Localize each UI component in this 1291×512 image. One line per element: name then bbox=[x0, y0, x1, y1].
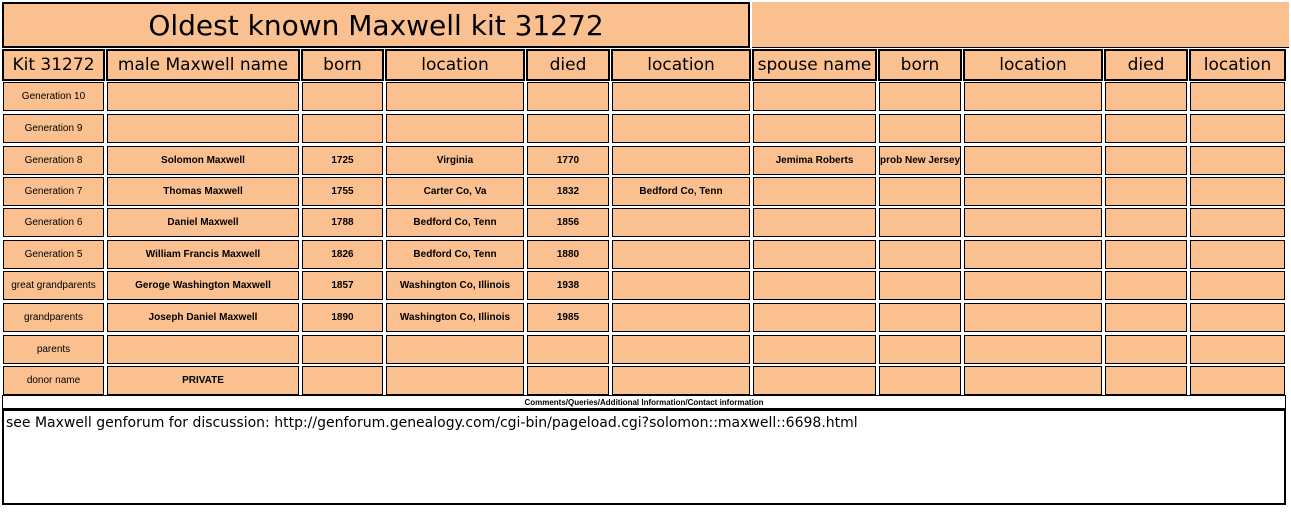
table-cell-spouse-death-location-col[interactable] bbox=[1190, 271, 1285, 300]
table-cell-death-location-col[interactable] bbox=[612, 114, 750, 143]
table-cell-died-col[interactable] bbox=[527, 114, 609, 143]
table-cell-died-col[interactable]: 1938 bbox=[527, 271, 609, 300]
table-cell-spouse-death-location-col[interactable] bbox=[1190, 208, 1285, 237]
comments-label[interactable]: Comments/Queries/Additional Information/Contact information bbox=[2, 395, 1286, 409]
header-spouse-died-col[interactable]: died bbox=[1104, 49, 1188, 81]
table-cell-death-location-col[interactable] bbox=[612, 240, 750, 269]
table-cell-born-col[interactable] bbox=[302, 335, 383, 364]
header-died-col[interactable]: died bbox=[526, 49, 610, 81]
table-cell-name-col[interactable]: Solomon Maxwell bbox=[107, 146, 299, 175]
table-cell-death-location-col[interactable] bbox=[612, 303, 750, 332]
table-cell-born-col[interactable]: 1755 bbox=[302, 177, 383, 206]
table-cell-spouse-location-col[interactable] bbox=[964, 146, 1102, 175]
table-cell-death-location-col[interactable] bbox=[612, 82, 750, 111]
table-cell-spouse-death-location-col[interactable] bbox=[1190, 240, 1285, 269]
table-cell-name-col[interactable]: Daniel Maxwell bbox=[107, 208, 299, 237]
row-label-cell[interactable]: Generation 7 bbox=[3, 177, 104, 206]
header-name-col[interactable]: male Maxwell name bbox=[106, 49, 300, 81]
table-cell-location-col[interactable]: Bedford Co, Tenn bbox=[386, 240, 524, 269]
table-cell-spouse-died-col[interactable] bbox=[1105, 303, 1187, 332]
table-cell-spouse-location-col[interactable] bbox=[964, 177, 1102, 206]
table-cell-died-col[interactable]: 1832 bbox=[527, 177, 609, 206]
table-cell-spouse-death-location-col[interactable] bbox=[1190, 146, 1285, 175]
table-cell-location-col[interactable]: Washington Co, Illinois bbox=[386, 303, 524, 332]
header-spouse-location-col[interactable]: location bbox=[963, 49, 1103, 81]
table-cell-died-col[interactable] bbox=[527, 366, 609, 395]
table-cell-name-col[interactable] bbox=[107, 82, 299, 111]
table-cell-spouse-born-col[interactable] bbox=[879, 366, 961, 395]
table-cell-location-col[interactable]: Carter Co, Va bbox=[386, 177, 524, 206]
table-cell-spouse-died-col[interactable] bbox=[1105, 82, 1187, 111]
row-label-cell[interactable]: Generation 9 bbox=[3, 114, 104, 143]
table-cell-location-col[interactable] bbox=[386, 82, 524, 111]
table-cell-spouse-name-col[interactable] bbox=[753, 271, 876, 300]
table-cell-died-col[interactable] bbox=[527, 82, 609, 111]
header-kit-col[interactable]: Kit 31272 bbox=[2, 49, 105, 81]
table-cell-location-col[interactable] bbox=[386, 366, 524, 395]
table-cell-died-col[interactable]: 1880 bbox=[527, 240, 609, 269]
row-label-cell[interactable]: great grandparents bbox=[3, 271, 104, 300]
table-cell-name-col[interactable] bbox=[107, 335, 299, 364]
table-cell-spouse-name-col[interactable] bbox=[753, 177, 876, 206]
table-cell-death-location-col[interactable] bbox=[612, 335, 750, 364]
table-cell-death-location-col[interactable] bbox=[612, 366, 750, 395]
table-cell-spouse-name-col[interactable] bbox=[753, 335, 876, 364]
table-cell-death-location-col[interactable] bbox=[612, 208, 750, 237]
header-spouse-death-location-col[interactable]: location bbox=[1189, 49, 1286, 81]
table-row bbox=[0, 207, 1291, 238]
table-cell-born-col[interactable]: 1788 bbox=[302, 208, 383, 237]
table-cell-born-col[interactable]: 1890 bbox=[302, 303, 383, 332]
table-cell-location-col[interactable]: Virginia bbox=[386, 146, 524, 175]
table-cell-spouse-location-col[interactable] bbox=[964, 82, 1102, 111]
table-cell-born-col[interactable] bbox=[302, 82, 383, 111]
table-cell-spouse-death-location-col[interactable] bbox=[1190, 114, 1285, 143]
table-row bbox=[0, 302, 1291, 333]
table-cell-spouse-death-location-col[interactable] bbox=[1190, 82, 1285, 111]
table-cell-spouse-born-col[interactable] bbox=[879, 82, 961, 111]
comments-box[interactable]: see Maxwell genforum for discussion: http://genforum.genealogy.com/cgi-bin/pageload.cgi?solomon::maxwell::6698.html bbox=[2, 409, 1286, 505]
table-cell-spouse-died-col[interactable] bbox=[1105, 208, 1187, 237]
row-label-cell[interactable]: grandparents bbox=[3, 303, 104, 332]
table-row bbox=[0, 270, 1291, 301]
table-cell-spouse-death-location-col[interactable] bbox=[1190, 303, 1285, 332]
table-cell-spouse-died-col[interactable] bbox=[1105, 271, 1187, 300]
table-cell-spouse-location-col[interactable] bbox=[964, 366, 1102, 395]
table-cell-born-col[interactable]: 1826 bbox=[302, 240, 383, 269]
table-row bbox=[0, 176, 1291, 207]
table-cell-spouse-born-col[interactable] bbox=[879, 240, 961, 269]
table-cell-spouse-location-col[interactable] bbox=[964, 114, 1102, 143]
table-cell-died-col[interactable] bbox=[527, 335, 609, 364]
header-spouse-born-col[interactable]: born bbox=[878, 49, 962, 81]
table-cell-spouse-born-col[interactable] bbox=[879, 208, 961, 237]
row-label-cell[interactable]: parents bbox=[3, 335, 104, 364]
table-cell-spouse-died-col[interactable] bbox=[1105, 240, 1187, 269]
table-cell-name-col[interactable] bbox=[107, 114, 299, 143]
table-cell-spouse-born-col[interactable] bbox=[879, 177, 961, 206]
table-cell-death-location-col[interactable] bbox=[612, 271, 750, 300]
row-label-cell[interactable]: Generation 6 bbox=[3, 208, 104, 237]
table-cell-spouse-name-col[interactable] bbox=[753, 303, 876, 332]
table-cell-location-col[interactable]: Washington Co, Illinois bbox=[386, 271, 524, 300]
table-cell-born-col[interactable]: 1725 bbox=[302, 146, 383, 175]
table-cell-spouse-name-col[interactable] bbox=[753, 240, 876, 269]
row-label-cell[interactable]: donor name bbox=[3, 366, 104, 395]
table-cell-spouse-name-col[interactable]: Jemima Roberts bbox=[753, 146, 876, 175]
table-cell-spouse-died-col[interactable] bbox=[1105, 366, 1187, 395]
table-cell-spouse-born-col[interactable] bbox=[879, 114, 961, 143]
header-death-location-col[interactable]: location bbox=[611, 49, 751, 81]
row-label-cell[interactable]: Generation 5 bbox=[3, 240, 104, 269]
table-cell-location-col[interactable]: Bedford Co, Tenn bbox=[386, 208, 524, 237]
table-cell-death-location-col[interactable]: Bedford Co, Tenn bbox=[612, 177, 750, 206]
table-cell-born-col[interactable]: 1857 bbox=[302, 271, 383, 300]
table-cell-spouse-name-col[interactable] bbox=[753, 82, 876, 111]
sheet-title[interactable]: Oldest known Maxwell kit 31272 bbox=[2, 2, 750, 48]
header-spouse-name-col[interactable]: spouse name bbox=[752, 49, 877, 81]
header-row bbox=[0, 49, 1291, 81]
table-cell-spouse-died-col[interactable] bbox=[1105, 177, 1187, 206]
table-cell-spouse-born-col[interactable] bbox=[879, 303, 961, 332]
table-row bbox=[0, 334, 1291, 365]
table-cell-died-col[interactable]: 1770 bbox=[527, 146, 609, 175]
table-cell-name-col[interactable]: Geroge Washington Maxwell bbox=[107, 271, 299, 300]
header-born-col[interactable]: born bbox=[301, 49, 384, 81]
table-row bbox=[0, 81, 1291, 112]
table-cell-spouse-name-col[interactable] bbox=[753, 114, 876, 143]
table-cell-spouse-name-col[interactable] bbox=[753, 208, 876, 237]
row-label-cell[interactable]: Generation 8 bbox=[3, 146, 104, 175]
table-cell-spouse-born-col[interactable] bbox=[879, 271, 961, 300]
table-cell-spouse-death-location-col[interactable] bbox=[1190, 177, 1285, 206]
table-cell-name-col[interactable]: Thomas Maxwell bbox=[107, 177, 299, 206]
table-cell-location-col[interactable] bbox=[386, 335, 524, 364]
header-location-col[interactable]: location bbox=[385, 49, 525, 81]
table-cell-died-col[interactable]: 1856 bbox=[527, 208, 609, 237]
table-cell-born-col[interactable] bbox=[302, 114, 383, 143]
table-cell-spouse-location-col[interactable] bbox=[964, 208, 1102, 237]
row-label-cell[interactable]: Generation 10 bbox=[3, 82, 104, 111]
table-cell-died-col[interactable]: 1985 bbox=[527, 303, 609, 332]
table-cell-spouse-death-location-col[interactable] bbox=[1190, 366, 1285, 395]
table-row bbox=[0, 113, 1291, 144]
table-cell-spouse-born-col[interactable] bbox=[879, 335, 961, 364]
table-cell-spouse-name-col[interactable] bbox=[753, 366, 876, 395]
table-cell-spouse-died-col[interactable] bbox=[1105, 335, 1187, 364]
table-row bbox=[0, 239, 1291, 270]
table-row bbox=[0, 365, 1291, 396]
table-row bbox=[0, 145, 1291, 176]
table-cell-spouse-died-col[interactable] bbox=[1105, 114, 1187, 143]
table-cell-born-col[interactable] bbox=[302, 366, 383, 395]
table-cell-spouse-died-col[interactable] bbox=[1105, 146, 1187, 175]
table-cell-spouse-location-col[interactable] bbox=[964, 240, 1102, 269]
title-row-extension[interactable] bbox=[752, 2, 1289, 48]
table-cell-location-col[interactable] bbox=[386, 114, 524, 143]
table-cell-spouse-born-col[interactable]: prob New Jersey bbox=[879, 146, 961, 175]
table-cell-spouse-location-col[interactable] bbox=[964, 271, 1102, 300]
table-cell-spouse-location-col[interactable] bbox=[964, 303, 1102, 332]
table-cell-spouse-location-col[interactable] bbox=[964, 335, 1102, 364]
table-cell-name-col[interactable]: Joseph Daniel Maxwell bbox=[107, 303, 299, 332]
table-cell-spouse-death-location-col[interactable] bbox=[1190, 335, 1285, 364]
table-cell-death-location-col[interactable] bbox=[612, 146, 750, 175]
table-cell-name-col[interactable]: PRIVATE bbox=[107, 366, 299, 395]
table-cell-name-col[interactable]: William Francis Maxwell bbox=[107, 240, 299, 269]
